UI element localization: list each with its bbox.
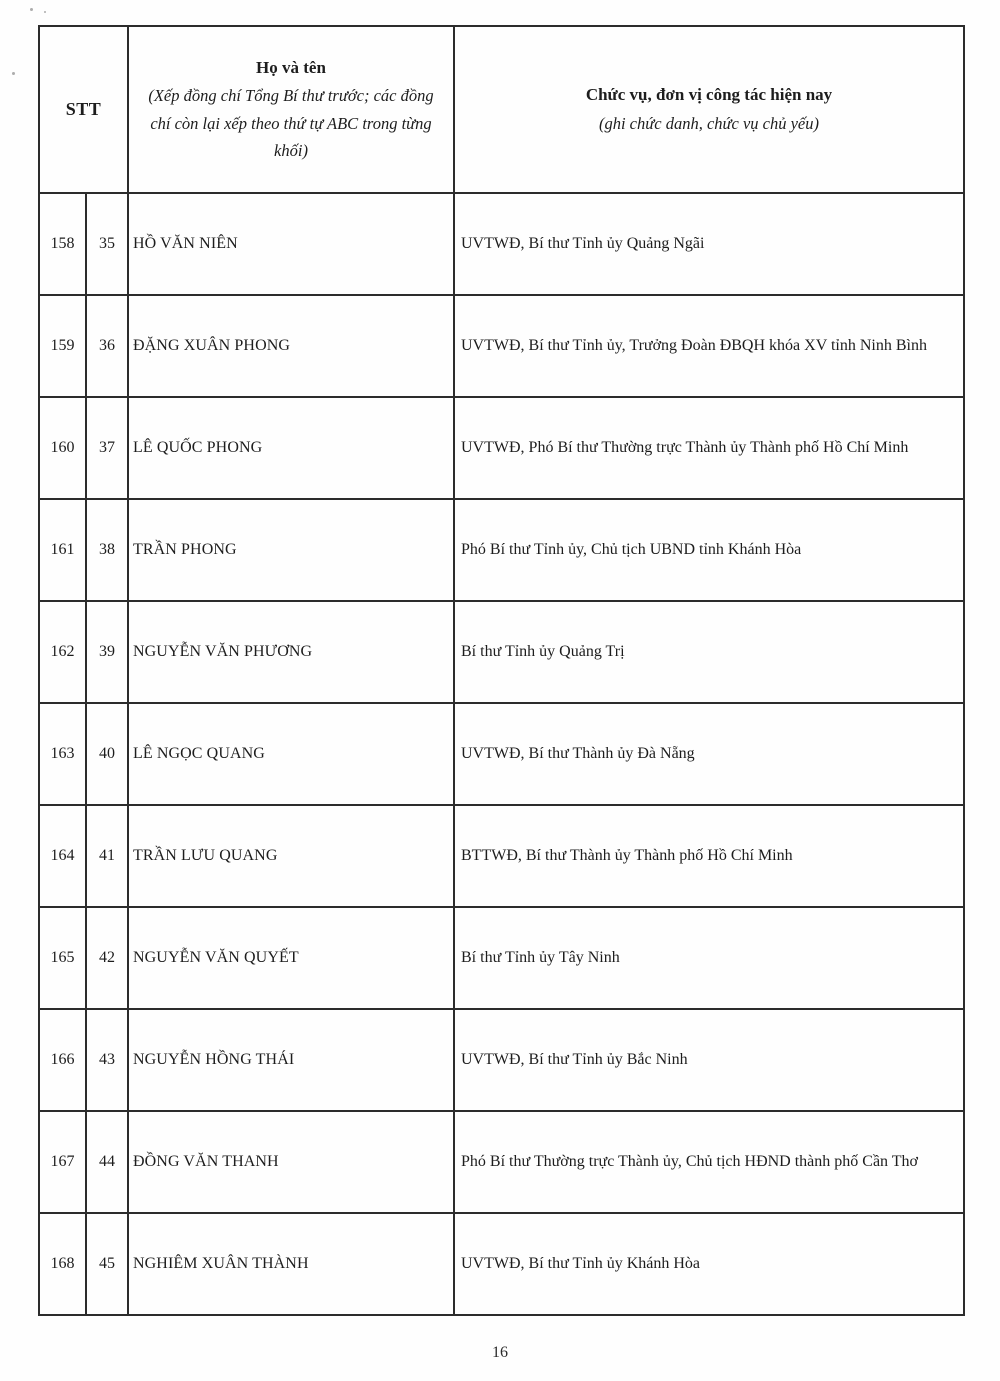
row-name: TRẦN PHONG — [128, 499, 454, 601]
position-column-subtitle: (ghi chức danh, chức vụ chủ yếu) — [598, 113, 820, 133]
row-sub-number: 35 — [86, 193, 128, 295]
table-row — [39, 805, 964, 907]
table-row — [39, 601, 964, 703]
row-position: UVTWĐ, Phó Bí thư Thường trực Thành ủy Thành phố Hồ Chí Minh — [454, 397, 964, 499]
row-position: UVTWĐ, Bí thư Tỉnh ủy Bắc Ninh — [454, 1009, 964, 1111]
row-position: UVTWĐ, Bí thư Tỉnh ủy, Trưởng Đoàn ĐBQH khóa XV tỉnh Ninh Bình — [454, 295, 964, 397]
scan-speck — [44, 11, 46, 13]
table-row — [39, 295, 964, 397]
row-position: UVTWĐ, Bí thư Thành ủy Đà Nẵng — [454, 703, 964, 805]
row-name: LÊ NGỌC QUANG — [128, 703, 454, 805]
row-stt-number: 168 — [39, 1213, 86, 1315]
name-column-subtitle: (Xếp đồng chí Tổng Bí thư trước; các đồng chí còn lại xếp theo thứ tự ABC trong từng khối) — [148, 86, 434, 160]
table-header-row — [39, 26, 964, 193]
row-position: Bí thư Tỉnh ủy Tây Ninh — [454, 907, 964, 1009]
officials-table — [38, 25, 965, 1316]
row-position: BTTWĐ, Bí thư Thành ủy Thành phố Hồ Chí Minh — [454, 805, 964, 907]
table-row — [39, 499, 964, 601]
row-sub-number: 43 — [86, 1009, 128, 1111]
row-name: NGUYỄN VĂN QUYẾT — [128, 907, 454, 1009]
row-sub-number: 42 — [86, 907, 128, 1009]
table-row — [39, 1213, 964, 1315]
page-number: 16 — [492, 1344, 508, 1361]
column-header-stt: STT — [39, 26, 128, 193]
table-row — [39, 907, 964, 1009]
row-sub-number: 40 — [86, 703, 128, 805]
row-stt-number: 162 — [39, 601, 86, 703]
row-stt-number: 163 — [39, 703, 86, 805]
row-name: NGUYỄN VĂN PHƯƠNG — [128, 601, 454, 703]
row-name: TRẦN LƯU QUANG — [128, 805, 454, 907]
row-sub-number: 39 — [86, 601, 128, 703]
row-stt-number: 161 — [39, 499, 86, 601]
name-column-title: Họ và tên — [256, 58, 326, 77]
row-name: HỒ VĂN NIÊN — [128, 193, 454, 295]
row-name: LÊ QUỐC PHONG — [128, 397, 454, 499]
column-header-position — [454, 26, 964, 193]
position-column-title: Chức vụ, đơn vị công tác hiện nay — [585, 85, 833, 105]
row-position: UVTWĐ, Bí thư Tỉnh ủy Quảng Ngãi — [454, 193, 964, 295]
row-stt-number: 164 — [39, 805, 86, 907]
row-position: Phó Bí thư Thường trực Thành ủy, Chủ tịch HĐND thành phố Cần Thơ — [454, 1111, 964, 1213]
row-position: Phó Bí thư Tỉnh ủy, Chủ tịch UBND tỉnh Khánh Hòa — [454, 499, 964, 601]
row-stt-number: 165 — [39, 907, 86, 1009]
scan-speck — [30, 8, 33, 11]
row-position: UVTWĐ, Bí thư Tỉnh ủy Khánh Hòa — [454, 1213, 964, 1315]
row-stt-number: 166 — [39, 1009, 86, 1111]
table-row — [39, 193, 964, 295]
row-stt-number: 160 — [39, 397, 86, 499]
table-row — [39, 397, 964, 499]
table-row — [39, 703, 964, 805]
table-row — [39, 1111, 964, 1213]
scan-speck — [12, 72, 15, 75]
table-row — [39, 1009, 964, 1111]
row-sub-number: 45 — [86, 1213, 128, 1315]
column-header-name — [128, 26, 454, 193]
row-sub-number: 36 — [86, 295, 128, 397]
row-sub-number: 41 — [86, 805, 128, 907]
row-name: ĐẶNG XUÂN PHONG — [128, 295, 454, 397]
row-stt-number: 158 — [39, 193, 86, 295]
row-position: Bí thư Tỉnh ủy Quảng Trị — [454, 601, 964, 703]
row-sub-number: 38 — [86, 499, 128, 601]
row-stt-number: 159 — [39, 295, 86, 397]
row-sub-number: 37 — [86, 397, 128, 499]
row-name: NGHIÊM XUÂN THÀNH — [128, 1213, 454, 1315]
row-name: NGUYỄN HỒNG THÁI — [128, 1009, 454, 1111]
row-stt-number: 167 — [39, 1111, 86, 1213]
row-name: ĐỒNG VĂN THANH — [128, 1111, 454, 1213]
row-sub-number: 44 — [86, 1111, 128, 1213]
